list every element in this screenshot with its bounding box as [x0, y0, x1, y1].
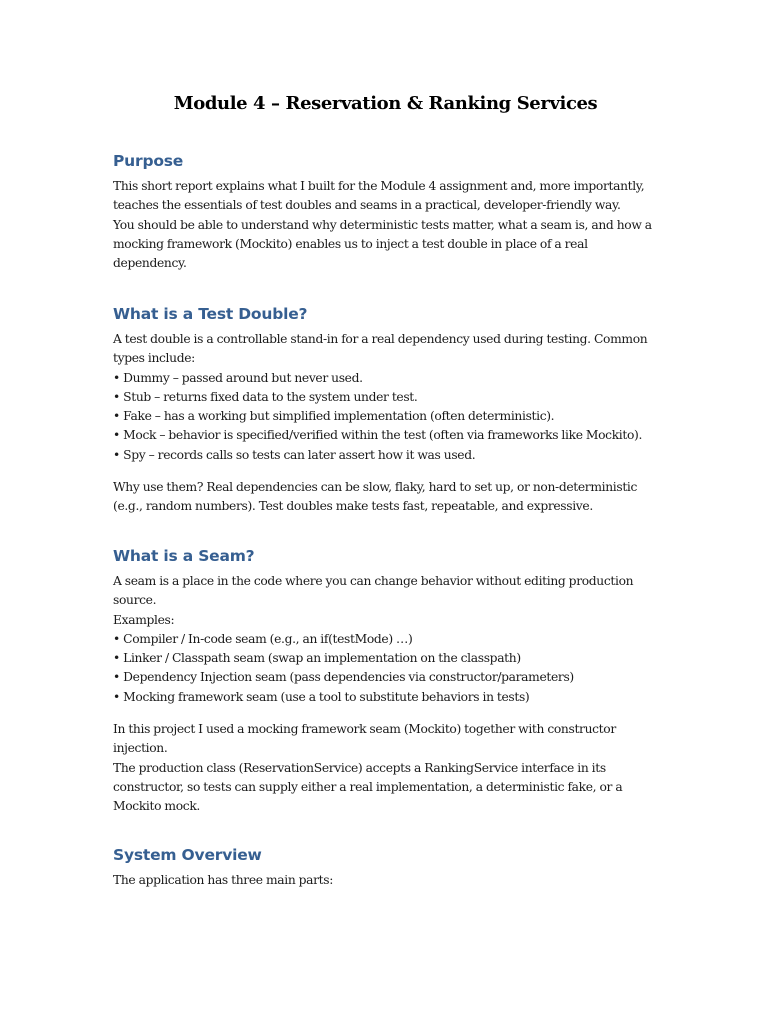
test-double-why-paragraph	[113, 478, 658, 517]
text-line: The production class (ReservationService) accepts a RankingService interface in its	[113, 760, 606, 775]
bullet-item: • Fake – has a working but simplified implementation (often deterministic).	[113, 409, 555, 424]
section-heading-seam: What is a Seam?	[113, 547, 255, 565]
text-line: Mockito mock.	[113, 799, 200, 814]
seam-project-paragraph	[113, 720, 658, 816]
section-system-overview	[113, 844, 658, 890]
document-title: Module 4 – Reservation & Ranking Services	[173, 93, 598, 114]
text-line: (e.g., random numbers). Test doubles make tests fast, repeatable, and expressive.	[113, 499, 593, 514]
purpose-paragraph	[113, 177, 658, 273]
bullet-item: • Dummy – passed around but never used.	[113, 370, 363, 385]
test-double-intro	[113, 330, 658, 465]
section-seam	[113, 545, 658, 817]
text-line: The application has three main parts:	[113, 873, 334, 887]
text-line: injection.	[113, 741, 168, 756]
text-line: teaches the essentials of test doubles and seams in a practical, developer-friendly way.	[113, 198, 621, 213]
text-line: A seam is a place in the code where you can change behavior without editing production	[113, 574, 634, 588]
text-line: This short report explains what I built for the Module 4 assignment and, more importantly,	[113, 179, 645, 193]
bullet-item: • Dependency Injection seam (pass dependencies via constructor/parameters)	[113, 670, 574, 685]
bullet-item: • Stub – returns fixed data to the system under test.	[113, 389, 418, 404]
text-line: Why use them? Real dependencies can be slow, flaky, hard to set up, or non-deterministic	[113, 480, 638, 495]
text-line: A test double is a controllable stand-in for a real dependency used during testing. Common	[113, 332, 648, 346]
overview-paragraph	[113, 871, 658, 890]
bullet-item: • Mock – behavior is specified/verified within the test (often via frameworks like Mockito).	[113, 428, 643, 443]
text-line: Examples:	[113, 612, 175, 627]
section-heading-test-double: What is a Test Double?	[113, 305, 308, 323]
text-line: You should be able to understand why deterministic tests matter, what a seam is, and how a	[113, 217, 652, 232]
text-line: dependency.	[113, 256, 187, 271]
seam-intro	[113, 572, 658, 707]
section-heading-purpose: Purpose	[113, 152, 184, 170]
text-line: In this project I used a mocking framework seam (Mockito) together with constructor	[113, 722, 616, 737]
bullet-item: • Compiler / In-code seam (e.g., an if(testMode) …)	[113, 631, 413, 646]
text-line: types include:	[113, 351, 195, 366]
section-heading-system-overview: System Overview	[113, 846, 262, 864]
text-line: constructor, so tests can supply either a real implementation, a deterministic fake, or a	[113, 779, 623, 794]
section-test-double	[113, 303, 658, 517]
section-purpose	[113, 150, 658, 273]
text-line: mocking framework (Mockito) enables us to inject a test double in place of a real	[113, 236, 588, 251]
text-line: source.	[113, 593, 157, 608]
bullet-item: • Spy – records calls so tests can later assert how it was used.	[113, 447, 476, 462]
bullet-item: • Mocking framework seam (use a tool to substitute behaviors in tests)	[113, 689, 530, 704]
bullet-item: • Linker / Classpath seam (swap an implementation on the classpath)	[113, 651, 521, 666]
